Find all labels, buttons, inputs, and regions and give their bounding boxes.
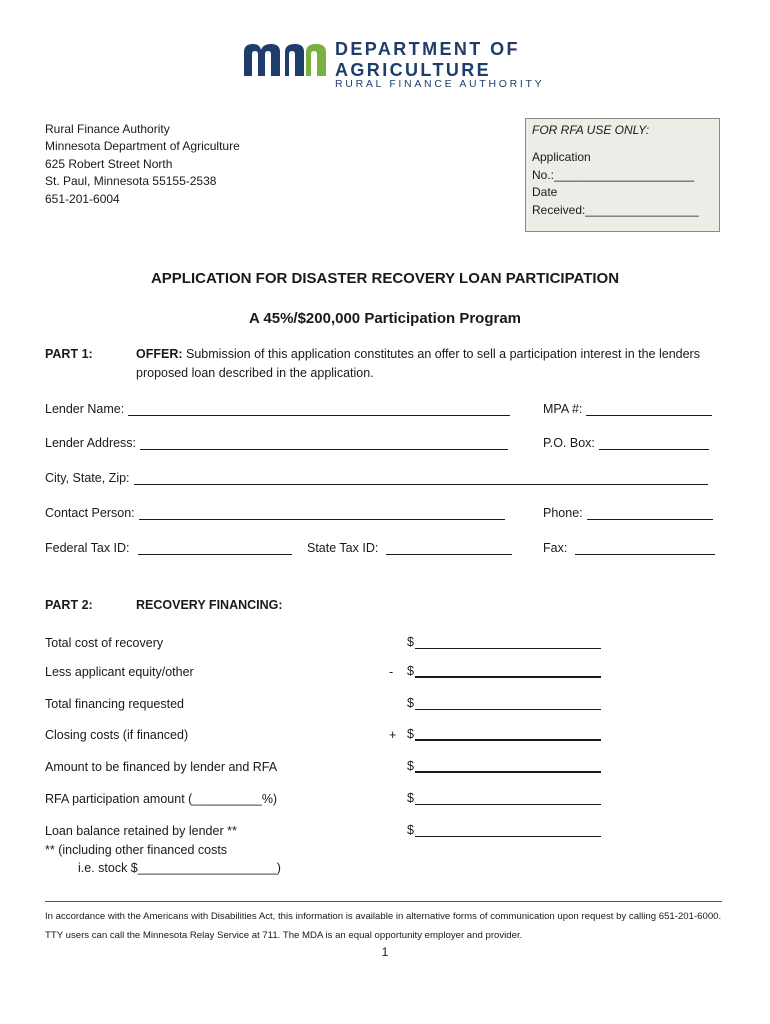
address-line: Rural Finance Authority [45, 122, 170, 136]
federal-tax-id-input[interactable] [138, 542, 292, 555]
financing-note-stock: i.e. stock $____________________) [78, 861, 281, 875]
contact-person-input[interactable] [139, 507, 505, 520]
phone-field[interactable] [543, 506, 713, 520]
amount-input[interactable] [415, 824, 601, 837]
dollar-sign: $ [407, 791, 414, 805]
phone-input[interactable] [587, 507, 713, 520]
po-box-input[interactable] [599, 437, 709, 450]
amount-input[interactable] [415, 792, 601, 805]
financing-row-input[interactable] [407, 635, 601, 649]
address-line: St. Paul, Minnesota 55155-2538 [45, 174, 217, 189]
plus-sign: + [389, 728, 397, 742]
footer-divider [45, 901, 722, 902]
po-box-label: P.O. Box: [543, 436, 595, 450]
state-tax-id-label: State Tax ID: [307, 541, 379, 555]
contact-person-field[interactable] [45, 506, 505, 520]
state-tax-id-input[interactable] [386, 542, 512, 555]
amount-input[interactable] [415, 664, 601, 678]
fax-input[interactable] [575, 542, 715, 555]
logo-line-1: DEPARTMENT OF [335, 39, 520, 59]
financing-row-label: RFA participation amount (__________%) [45, 792, 278, 806]
phone-label: Phone: [543, 506, 583, 520]
state-tax-id-field[interactable] [307, 541, 512, 555]
amount-input[interactable] [415, 759, 601, 773]
offer-label: OFFER: [136, 347, 183, 361]
lender-name-field[interactable] [45, 402, 510, 416]
page-number: 1 [381, 945, 389, 959]
mn-logo-icon [244, 42, 326, 76]
financing-row-label: Amount to be financed by lender and RFA [45, 760, 278, 774]
dollar-sign: $ [407, 696, 414, 710]
lender-name-input[interactable] [128, 403, 510, 416]
rfa-box-line: Received:_________________ [532, 202, 699, 217]
city-state-zip-field[interactable] [45, 471, 708, 485]
part1-label: PART 1: [45, 347, 93, 361]
federal-tax-id-label: Federal Tax ID: [45, 541, 130, 555]
financing-row-label: Total cost of recovery [45, 636, 164, 650]
part1-offer [136, 345, 726, 383]
mpa-input[interactable] [586, 403, 712, 416]
lender-name-label: Lender Name: [45, 402, 125, 416]
page-title: APPLICATION FOR DISASTER RECOVERY LOAN PARTICIPATION [150, 270, 620, 287]
offer-text: Submission of this application constitutes an offer to sell a participation interest in the lenders proposed loan described in the application. [136, 347, 700, 380]
financing-row-input[interactable] [407, 727, 601, 741]
financing-row-input[interactable] [407, 664, 601, 678]
dollar-sign: $ [407, 635, 414, 649]
city-state-zip-input[interactable] [134, 472, 708, 485]
address-line: Minnesota Department of Agriculture [45, 139, 240, 154]
address-line: 651-201-6004 [45, 191, 120, 206]
financing-row-label: Less applicant equity/other [45, 665, 194, 679]
rfa-box-line: Date [532, 185, 558, 199]
financing-row-input[interactable] [407, 759, 601, 773]
po-box-field[interactable] [543, 436, 709, 450]
dollar-sign: $ [407, 759, 414, 773]
logo-subtitle: RURAL FINANCE AUTHORITY [335, 78, 545, 90]
logo-line-2: AGRICULTURE [335, 60, 492, 80]
part2-label: PART 2: [45, 598, 93, 612]
city-state-zip-label: City, State, Zip: [45, 471, 130, 485]
financing-row-label: Loan balance retained by lender ** [45, 824, 237, 838]
mpa-label: MPA #: [543, 402, 583, 416]
amount-input[interactable] [415, 727, 601, 741]
fax-label: Fax: [543, 541, 568, 555]
address-line: 625 Robert Street North [45, 156, 173, 171]
address-block [45, 121, 240, 208]
lender-address-field[interactable] [45, 436, 508, 450]
financing-row-label: Closing costs (if financed) [45, 728, 189, 742]
page-subtitle: A 45%/$200,000 Participation Program [248, 310, 522, 327]
dollar-sign: $ [407, 727, 414, 741]
contact-person-label: Contact Person: [45, 506, 135, 520]
dollar-sign: $ [407, 823, 414, 837]
federal-tax-id-field[interactable] [45, 541, 292, 555]
amount-input[interactable] [415, 636, 601, 649]
rfa-box-title: FOR RFA USE ONLY: [532, 123, 650, 137]
rfa-use-only-box [525, 118, 720, 232]
amount-input[interactable] [415, 697, 601, 710]
lender-address-input[interactable] [140, 437, 508, 450]
rfa-box-line: No.:_____________________ [532, 167, 695, 182]
part2-heading: RECOVERY FINANCING: [136, 598, 283, 612]
mpa-field[interactable] [543, 402, 712, 416]
dollar-sign: $ [407, 664, 414, 678]
lender-address-label: Lender Address: [45, 436, 137, 450]
ada-footer-text: In accordance with the Americans with Disabilities Act, this information is available in alternative forms of communication upon request by calling 651-201-6000. TTY users can call the Minnesota Relay Service at 711. The MDA is an equal opportunity employer and provider. [45, 911, 722, 941]
rfa-box-line: Application [532, 150, 591, 164]
financing-row-label: Total financing requested [45, 697, 184, 711]
minus-sign: - [389, 665, 394, 679]
logo-text [335, 39, 520, 81]
financing-note: ** (including other financed costs [45, 843, 228, 857]
financing-row-input[interactable] [407, 696, 601, 710]
fax-field[interactable] [543, 541, 715, 555]
financing-row-input[interactable] [407, 823, 601, 837]
financing-row-input[interactable] [407, 791, 601, 805]
